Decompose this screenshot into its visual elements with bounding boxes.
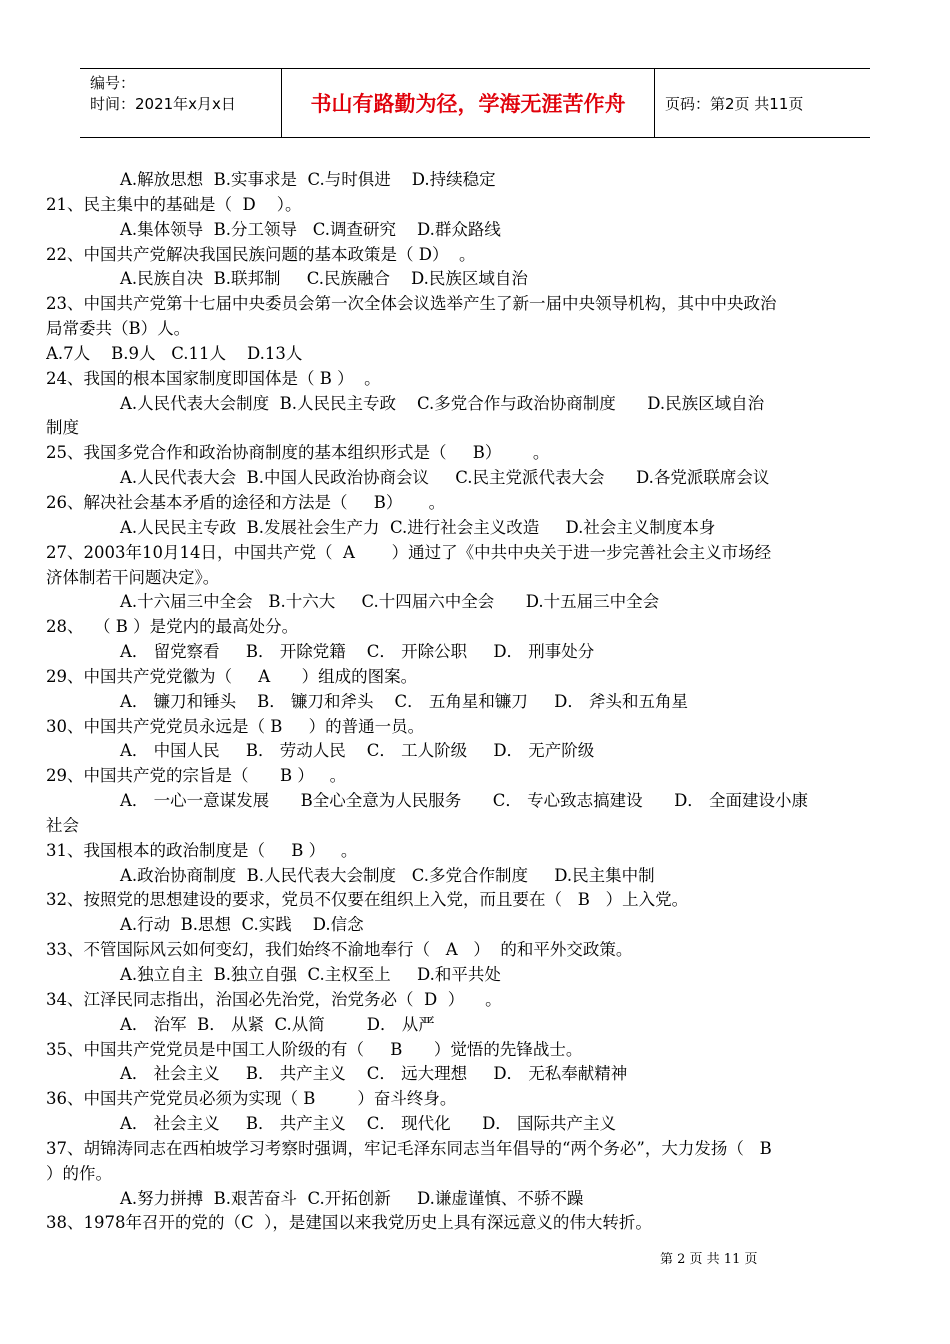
answer-options: A． 一心一意谋发展 B全心全意为人民服务 C． 专心致志搞建设 D． 全面建设小康	[120, 791, 809, 811]
page-footer: 第 2 页 共 11 页	[660, 1252, 758, 1267]
document-body	[46, 168, 898, 1236]
question-text: 25、我国多党合作和政治协商制度的基本组织形式是（ B） 。	[46, 443, 550, 463]
question-text: 24、我国的根本国家制度即国体是（ B ） 。	[46, 368, 381, 388]
answer-options: A． 社会主义 B． 共产主义 C． 远大理想 D． 无私奉献精神	[120, 1064, 628, 1084]
question-text: 30、中国共产党党员永远是（ B ）的普通一员。	[46, 716, 425, 736]
answer-options: A.民族自决 B.联邦制 C.民族融合 D.民族区域自治	[120, 269, 528, 289]
question-text: 34、江泽民同志指出，治国必先治党，治党务必（ D ） 。	[46, 989, 502, 1009]
answer-options: A.解放思想 B.实事求是 C.与时俱进 D.持续稳定	[120, 170, 496, 189]
question-text: 23、中国共产党第十七届中央委员会第一次全体会议选举产生了新一届中央领导机构，其中中央政治	[46, 294, 777, 314]
question-text: 37、胡锦涛同志在西柏坡学习考察时强调，牢记毛泽东同志当年倡导的“两个务必”，大力发扬（ B	[46, 1138, 772, 1158]
answer-options: A.独立自主 B.独立自强 C.主权至上 D.和平共处	[120, 965, 501, 984]
answer-options: A.政治协商制度 B.人民代表大会制度 C.多党合作制度 D.民主集中制	[120, 865, 655, 885]
question-text: A.7人 B.9人 C.11人 D.13人	[46, 343, 303, 363]
question-text: ）的作。	[46, 1163, 112, 1183]
question-text: 38、1978年召开的党的（C ），是建国以来我党历史上具有深远意义的伟大转折。	[46, 1213, 652, 1233]
question-text: 26、解决社会基本矛盾的途径和方法是（ B） 。	[46, 492, 446, 512]
question-text: 36、中国共产党党员必须为实现（ B ）奋斗终身。	[46, 1089, 457, 1109]
question-text: 33、不管国际风云如何变幻，我们始终不渝地奉行（ A ） 的和平外交政策。	[46, 940, 633, 960]
answer-options: A． 留党察看 B． 开除党籍 C． 开除公职 D． 刑事处分	[120, 642, 595, 662]
answer-options: A.行动 B.思想 C.实践 D.信念	[120, 915, 364, 935]
header-meta	[80, 69, 282, 137]
question-text: 27、2003年10月14日，中国共产党（ A ）通过了《中共中央关于进一步完善社会主义市场经	[46, 542, 772, 562]
answer-options: A． 社会主义 B． 共产主义 C． 现代化 D． 国际共产主义	[120, 1114, 617, 1134]
question-text: 22、中国共产党解决我国民族问题的基本政策是（ D） 。	[46, 244, 476, 264]
question-text: 31、我国根本的政治制度是（ B ） 。	[46, 840, 358, 860]
answer-options: A． 治军 B． 从紧 C.从简 D． 从严	[120, 1014, 435, 1034]
answer-options: A.人民代表大会制度 B.人民民主专政 C.多党合作与政治协商制度 D.民族区域自治	[120, 393, 765, 413]
question-text: 29、中国共产党的宗旨是（ B ） 。	[46, 766, 347, 786]
answer-options: A.人民民主专政 B.发展社会生产力 C.进行社会主义改造 D.社会主义制度本身	[120, 517, 716, 537]
doc-time-label: 时间：2021年x月x日	[90, 95, 236, 113]
question-text: 35、中国共产党党员是中国工人阶级的有（ B ）觉悟的先锋战士。	[46, 1039, 583, 1059]
question-text: 28、 （ B ）是党内的最高处分。	[46, 617, 299, 637]
answer-options: A.人民代表大会 B.中国人民政治协商会议 C.民主党派代表大会 D.各党派联席会议	[120, 468, 770, 488]
answer-options: A.集体领导 B.分工领导 C.调查研究 D.群众路线	[120, 219, 501, 239]
question-text: 32、按照党的思想建设的要求，党员不仅要在组织上入党，而且要在（ B ）上入党。	[46, 890, 689, 910]
question-text: 济体制若干问题决定》。	[46, 567, 220, 587]
question-text: 29、中国共产党党徽为（ A ）组成的图案。	[46, 666, 418, 686]
answer-options: A． 中国人民 B． 劳动人民 C． 工人阶级 D． 无产阶级	[120, 741, 595, 761]
question-text: 社会	[46, 815, 79, 835]
answer-options: A.努力拼搏 B.艰苦奋斗 C.开拓创新 D.谦虚谨慎、不骄不躁	[120, 1188, 584, 1208]
doc-code-label: 编号：	[90, 74, 136, 92]
question-text: 制度	[46, 418, 79, 438]
answer-options: A.十六届三中全会 B.十六大 C.十四届六中全会 D.十五届三中全会	[120, 592, 660, 612]
header-motto: 书山有路勤为径，学海无涯苦作舟	[282, 69, 655, 137]
header-page-info: 页码：第2页 共11页	[665, 94, 804, 113]
answer-options: A． 镰刀和锤头 B． 镰刀和斧头 C． 五角星和镰刀 D． 斧头和五角星	[120, 691, 689, 711]
question-text: 局常委共（B）人。	[46, 319, 191, 339]
question-text: 21、民主集中的基础是（ D ）。	[46, 194, 302, 214]
page-header	[80, 68, 870, 138]
